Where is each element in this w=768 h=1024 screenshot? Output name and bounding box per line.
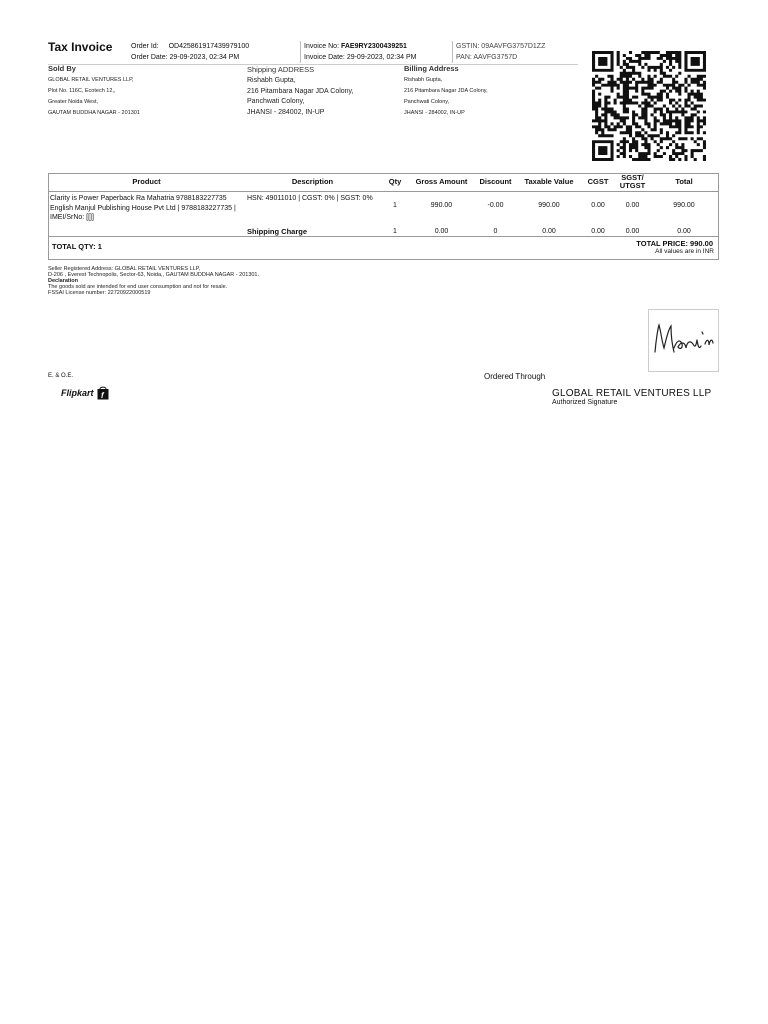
- gstin: 09AAVFG3757D1ZZ: [481, 43, 546, 50]
- cell-sgst: 0.00: [625, 227, 640, 235]
- cell-gross-amount: 990.00: [430, 202, 453, 209]
- table-row: [48, 192, 719, 225]
- invoice-no-label: Invoice No:: [304, 43, 340, 50]
- header-divider: [300, 41, 301, 63]
- billing-heading: Billing Address: [404, 64, 459, 73]
- authorized-signature: Authorized Signature: [552, 399, 618, 406]
- col-description: Description: [245, 173, 380, 192]
- sold-by-section: [48, 64, 140, 119]
- cell-cgst: 0.00: [591, 202, 605, 209]
- invoice-no-row: [304, 42, 407, 52]
- header-divider: [452, 41, 453, 63]
- billing-line: 216 Pitambara Nagar JDA Colony,: [404, 88, 488, 94]
- shipping-line: Rishabh Gupta,: [247, 77, 296, 84]
- gstin-label: GSTIN:: [456, 43, 480, 50]
- signature-image: [649, 310, 718, 371]
- invoice-no: FAE9RY2300439251: [340, 43, 407, 50]
- fssai-number: FSSAI License number: 22720922000519: [48, 290, 151, 296]
- declaration-text: The goods sold are intended for end user consumption and not for resale.: [48, 284, 228, 290]
- pan-row: [456, 53, 517, 63]
- order-date: 29-09-2023, 02:34 PM: [169, 54, 240, 61]
- cell-qty: 1: [393, 202, 397, 209]
- col-taxable-value: Taxable Value: [518, 173, 580, 192]
- order-id: OD425861917439979100: [168, 43, 250, 50]
- order-date-row: [131, 53, 239, 63]
- values-note: All values are in INR: [655, 248, 714, 255]
- col-gross-amount: Gross Amount: [410, 173, 473, 192]
- cell-product: Clarity is Power Paperback Ra Mahatria 9788183227735 English Manjul Publishing House Pvt Ltd | 9788183227735 | IMEI/SrNo: [[]]: [50, 195, 236, 221]
- table-header-row: [48, 173, 719, 192]
- billing-line: Rishabh Gupta,: [404, 77, 443, 83]
- footer-notes: [48, 266, 259, 296]
- invoice-date-label: Invoice Date:: [304, 54, 345, 61]
- col-sgst: SGST/ UTGST: [616, 173, 649, 192]
- pan-label: PAN:: [456, 54, 472, 61]
- flipkart-bag-icon: [97, 386, 109, 400]
- totals-rule: [48, 236, 719, 237]
- shipping-section: [247, 65, 353, 118]
- cell-taxable-value: 0.00: [542, 227, 556, 235]
- ordered-through: Ordered Through: [484, 372, 546, 381]
- cell-discount: 0: [493, 227, 498, 235]
- cell-cgst: 0.00: [591, 227, 605, 235]
- sold-by-line: Plot No. 116C, Ecotech 12,,: [48, 88, 116, 94]
- col-product: Product: [48, 173, 245, 192]
- cell-taxable-value: 990.00: [538, 202, 560, 209]
- sold-by-line: GAUTAM BUDDHA NAGAR - 201301: [48, 110, 140, 116]
- billing-line: Panchwati Colony,: [404, 99, 450, 105]
- cell-discount: -0.00: [487, 202, 504, 209]
- cell-total: 990.00: [673, 202, 695, 209]
- sold-by-line: GLOBAL RETAIL VENTURES LLP,: [48, 77, 134, 83]
- col-qty: Qty: [380, 173, 410, 192]
- total-price: TOTAL PRICE: 990.00: [636, 239, 713, 248]
- invoice-date: 29-09-2023, 02:34 PM: [346, 54, 417, 61]
- signature-box: [648, 309, 719, 372]
- cell-description: HSN: 49011010 | CGST: 0% | SGST: 0%: [247, 195, 373, 202]
- shipping-line: Panchwati Colony,: [247, 98, 305, 105]
- brand-name: Flipkart: [61, 388, 94, 398]
- shipping-line: 216 Pitambara Nagar JDA Colony,: [247, 87, 354, 95]
- registered-address: Seller Registered Address: GLOBAL RETAIL VENTURES LLP,: [48, 266, 201, 272]
- company-name: GLOBAL RETAIL VENTURES LLP: [552, 388, 712, 399]
- declaration-heading: Declaration: [48, 278, 78, 284]
- registered-address: D-206 , Everest Technopolis, Sector-63, Noida,, GAUTAM BUDDHA NAGAR - 201301.: [48, 272, 260, 278]
- sold-by-line: Greater Noida West,: [48, 99, 99, 105]
- invoice-date-row: [304, 53, 416, 63]
- gstin-row: [456, 42, 545, 52]
- items-table: [48, 173, 719, 238]
- shipping-heading: Shipping ADDRESS: [247, 65, 315, 74]
- billing-section: [404, 64, 488, 119]
- shipping-line: JHANSI - 284002, IN-UP: [247, 108, 325, 116]
- flipkart-logo: [61, 386, 109, 400]
- invoice-title: Tax Invoice: [48, 40, 113, 54]
- col-cgst: CGST: [580, 173, 616, 192]
- col-discount: Discount: [473, 173, 518, 192]
- cell-sgst: 0.00: [625, 202, 640, 209]
- order-id-label: Order Id:: [131, 43, 159, 50]
- total-qty: TOTAL QTY: 1: [52, 242, 102, 251]
- pan: AAVFG3757D: [473, 54, 518, 61]
- sold-by-heading: Sold By: [48, 64, 76, 73]
- eoe-note: E. & O.E.: [48, 373, 74, 379]
- billing-line: JHANSI - 284002, IN-UP: [404, 110, 465, 116]
- cell-total: 0.00: [677, 227, 691, 235]
- qr-modules: [592, 51, 706, 161]
- qr-code: [592, 51, 706, 161]
- col-total: Total: [649, 173, 719, 192]
- cell-qty: 1: [393, 227, 397, 235]
- cell-description: Shipping Charge: [247, 226, 307, 236]
- order-id-row: [131, 42, 249, 52]
- cell-gross-amount: 0.00: [434, 227, 449, 235]
- order-date-label: Order Date:: [131, 54, 168, 61]
- svg-text:f: f: [100, 391, 104, 400]
